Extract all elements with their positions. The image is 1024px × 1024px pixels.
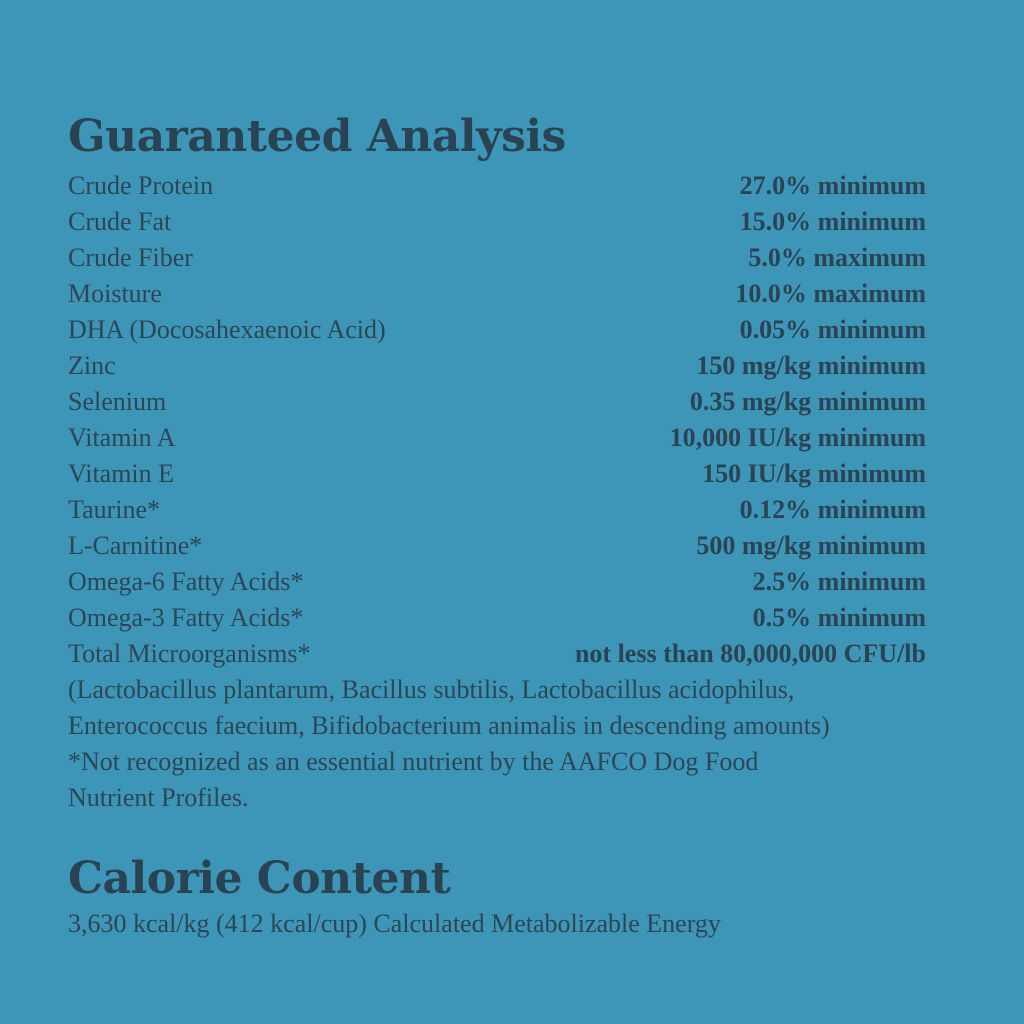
table-row — [68, 348, 926, 384]
guaranteed-analysis-footnotes — [68, 672, 926, 816]
table-row — [68, 492, 926, 528]
footnote-line: Nutrient Profiles. — [68, 783, 249, 812]
nutrient-name: Taurine* — [68, 495, 161, 524]
nutrient-name: Crude Fat — [68, 207, 172, 236]
table-row — [68, 636, 926, 672]
table-row — [68, 528, 926, 564]
nutrient-name: L-Carnitine* — [68, 531, 203, 560]
nutrient-value: 0.5% minimum — [752, 603, 926, 632]
nutrient-value: not less than 80,000,000 CFU/lb — [574, 639, 926, 668]
nutrient-name: DHA (Docosahexaenoic Acid) — [68, 315, 386, 344]
table-row — [68, 456, 926, 492]
nutrient-name: Vitamin A — [68, 423, 176, 452]
nutrient-name: Selenium — [68, 387, 167, 416]
nutrient-name: Crude Protein — [68, 171, 214, 200]
nutrient-value: 0.05% minimum — [739, 315, 926, 344]
nutrient-name: Moisture — [68, 279, 162, 308]
table-row — [68, 312, 926, 348]
nutrient-name: Omega-3 Fatty Acids* — [68, 603, 304, 632]
nutrient-value: 10,000 IU/kg minimum — [669, 423, 926, 452]
nutrient-value: 150 IU/kg minimum — [702, 459, 926, 488]
nutrient-name: Total Microorganisms* — [68, 639, 311, 668]
nutrient-value: 500 mg/kg minimum — [696, 531, 926, 560]
calorie-content-heading: Calorie Content — [68, 853, 451, 904]
table-row — [68, 420, 926, 456]
nutrient-name: Vitamin E — [68, 459, 175, 488]
table-row — [68, 204, 926, 240]
table-row — [68, 600, 926, 636]
guaranteed-analysis-heading: Guaranteed Analysis — [68, 111, 566, 162]
nutrient-value: 5.0% maximum — [748, 243, 926, 272]
table-row — [68, 276, 926, 312]
nutrient-name: Crude Fiber — [68, 243, 193, 272]
table-row — [68, 168, 926, 204]
table-row — [68, 240, 926, 276]
guaranteed-analysis-table — [68, 168, 926, 672]
nutrient-name: Zinc — [68, 351, 116, 380]
nutrient-value: 0.35 mg/kg minimum — [689, 387, 926, 416]
footnote-line: (Lactobacillus plantarum, Bacillus subtilis, Lactobacillus acidophilus, — [68, 675, 795, 704]
footnote-line: Enterococcus faecium, Bifidobacterium animalis in descending amounts) — [68, 711, 830, 740]
table-row — [68, 384, 926, 420]
nutrient-value: 0.12% minimum — [739, 495, 926, 524]
footnote-line: *Not recognized as an essential nutrient by the AAFCO Dog Food — [68, 747, 759, 776]
nutrient-value: 150 mg/kg minimum — [696, 351, 926, 380]
nutrient-value: 27.0% minimum — [739, 171, 926, 200]
calorie-content-section — [68, 854, 926, 942]
table-row — [68, 564, 926, 600]
nutrient-value: 15.0% minimum — [739, 207, 926, 236]
pet-food-label-panel — [68, 112, 926, 942]
calorie-content-text: 3,630 kcal/kg (412 kcal/cup) Calculated Metabolizable Energy — [68, 909, 721, 938]
nutrient-value: 2.5% minimum — [752, 567, 926, 596]
guaranteed-analysis-section — [68, 112, 926, 816]
nutrient-value: 10.0% maximum — [735, 279, 926, 308]
nutrient-name: Omega-6 Fatty Acids* — [68, 567, 304, 596]
